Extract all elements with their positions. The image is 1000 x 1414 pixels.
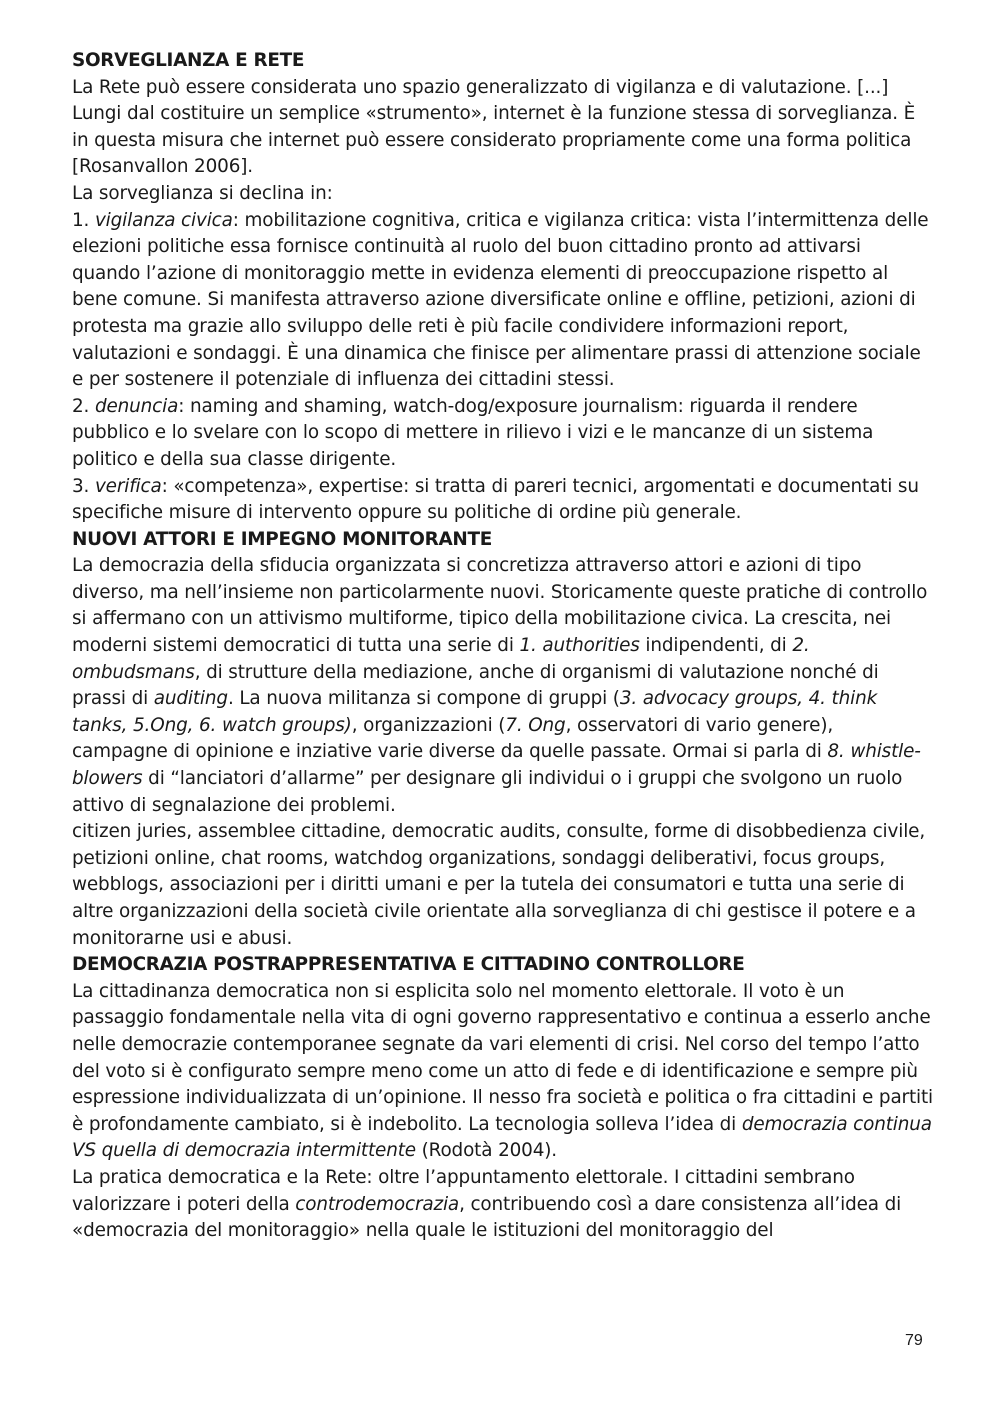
section-heading: DEMOCRAZIA POSTRAPPRESENTATIVA E CITTADINO CONTROLLORE	[72, 954, 745, 976]
text-run: citizen juries, assemblee cittadine, democratic audits, consulte, forme di disobbedienza civile, petizioni online, chat rooms, watchdog organizations, sondaggi deliberativi, focus groups, webblogs, associazioni per i diritti umani e per la tutela dei consumatori e tutta una serie di altre organizzazioni della società civile orientate alla sorveglianza di chi gestisce il potere e a monitorarne usi e abusi.	[72, 821, 926, 949]
paragraph	[72, 208, 934, 394]
text-run: (Rodotà 2004).	[415, 1140, 557, 1162]
text-run: La sorveglianza si declina in:	[72, 182, 333, 204]
text-run: , contribuendo così a dare consistenza all’idea di «democrazia del monitoraggio» nella quale le istituzioni del monitoraggio del	[72, 1193, 902, 1242]
italic-text: 3. advocacy groups, 4. think tanks, 5.Ong, 6. watch groups)	[72, 688, 878, 736]
italic-text: auditing	[153, 688, 228, 710]
text-run: , organizzazioni (	[351, 714, 506, 736]
text-run: : «competenza», expertise: si tratta di pareri tecnici, argomentati e documentati su specifiche misure di intervento oppure su politiche di ordine più generale.	[72, 475, 919, 524]
text-run: , di strutture della mediazione, anche di organismi di valutazione nonché di prassi di	[72, 661, 879, 710]
paragraph	[72, 474, 934, 527]
text-run: indipendenti, di	[639, 635, 793, 657]
italic-text: 1. authorities	[519, 635, 640, 657]
text-run: : mobilitazione cognitiva, critica e vigilanza critica: vista l’intermittenza delle elezioni politiche essa fornisce continuità al ruolo del buon cittadino pronto ad attivarsi quando l’azione di monitoraggio mette in evidenza elementi di preoccupazione rispetto al bene comune. Si manifesta attraverso azione diversificate online e offline, petizioni, azioni di protesta ma grazie allo sviluppo delle reti è più facile condividere informazioni report, valutazioni e sondaggi. È una dinamica che finisce per alimentare prassi di attenzione sociale e per sostenere il potenziale di influenza dei cittadini stessi.	[72, 209, 929, 391]
italic-text: 7. Ong	[505, 714, 566, 736]
paragraph	[72, 394, 934, 474]
text-run: 1.	[72, 209, 95, 231]
paragraph	[72, 1165, 934, 1245]
text-run: La Rete può essere considerata uno spazio generalizzato di vigilanza e di valutazione. [...] Lungi dal costituire un semplice «strumento», internet è la funzione stessa di sorveglianza. È in questa misura che internet può essere considerato propriamente come una forma politica [Rosanvallon 2006].	[72, 76, 916, 178]
text-run: . La nuova militanza si compone di gruppi (	[227, 688, 620, 710]
paragraph	[72, 553, 934, 819]
paragraph	[72, 75, 934, 181]
text-run: di “lanciatori d’allarme” per designare gli individui o i gruppi che svolgono un ruolo attivo di segnalazione dei problemi.	[72, 768, 903, 816]
italic-text: denuncia	[94, 395, 179, 417]
italic-text: 8. whistle-blowers	[72, 741, 921, 790]
italic-text: verifica	[94, 475, 162, 497]
section-heading: SORVEGLIANZA E RETE	[72, 50, 305, 71]
paragraph	[72, 979, 934, 1165]
text-run: La cittadinanza democratica non si esplicita solo nel momento elettorale. Il voto è un passaggio fondamentale nella vita di ogni governo rappresentativo e continua a esserlo anche nelle democrazie contemporanee segnate da vari elementi di crisi. Nel corso del tempo l’atto del voto si è configurato sempre meno come un atto di fede e di identificazione e sempre più espressione individualizzata di un’opinione. Il nesso fra società e politica o fra cittadini e partiti è profondamente cambiato, si è indebolito. La tecnologia solleva l’idea di	[72, 980, 934, 1135]
italic-text: democrazia continua VS quella di democrazia intermittente	[72, 1113, 932, 1162]
italic-text: 2. ombudsmans	[72, 635, 810, 683]
section-heading: NUOVI ATTORI E IMPEGNO MONITORANTE	[72, 528, 493, 550]
text-run: , osservatori di vario genere), campagne di opinione e inziative varie diverse da quelle passate. Ormai si parla di	[72, 714, 834, 763]
text-run: : naming and shaming, watch-dog/exposure journalism: riguarda il rendere pubblico e lo svelare con lo scopo di mettere in rilievo i vizi e le mancanze di un sistema politico e della sua classe dirigente.	[72, 395, 874, 470]
paragraph	[72, 819, 934, 952]
text-run: 2.	[72, 395, 95, 417]
page-content	[72, 48, 934, 1245]
italic-text: vigilanza civica	[94, 209, 233, 231]
text-run: La pratica democratica e la Rete: oltre l’appuntamento elettorale. I cittadini sembrano valorizzare i poteri della	[72, 1166, 855, 1215]
text-run: 3.	[72, 475, 95, 497]
italic-text: controdemocrazia	[295, 1193, 460, 1215]
page-number: 79	[905, 1332, 923, 1349]
text-run: La democrazia della sfiducia organizzata si concretizza attraverso attori e azioni di tipo diverso, ma nell’insieme non particolarmente nuovi. Storicamente queste pratiche di controllo si affermano con un attivismo multiforme, tipico della mobilitazione civica. La crescita, nei moderni sistemi democratici di tutta una serie di	[72, 555, 928, 657]
paragraph	[72, 181, 934, 208]
